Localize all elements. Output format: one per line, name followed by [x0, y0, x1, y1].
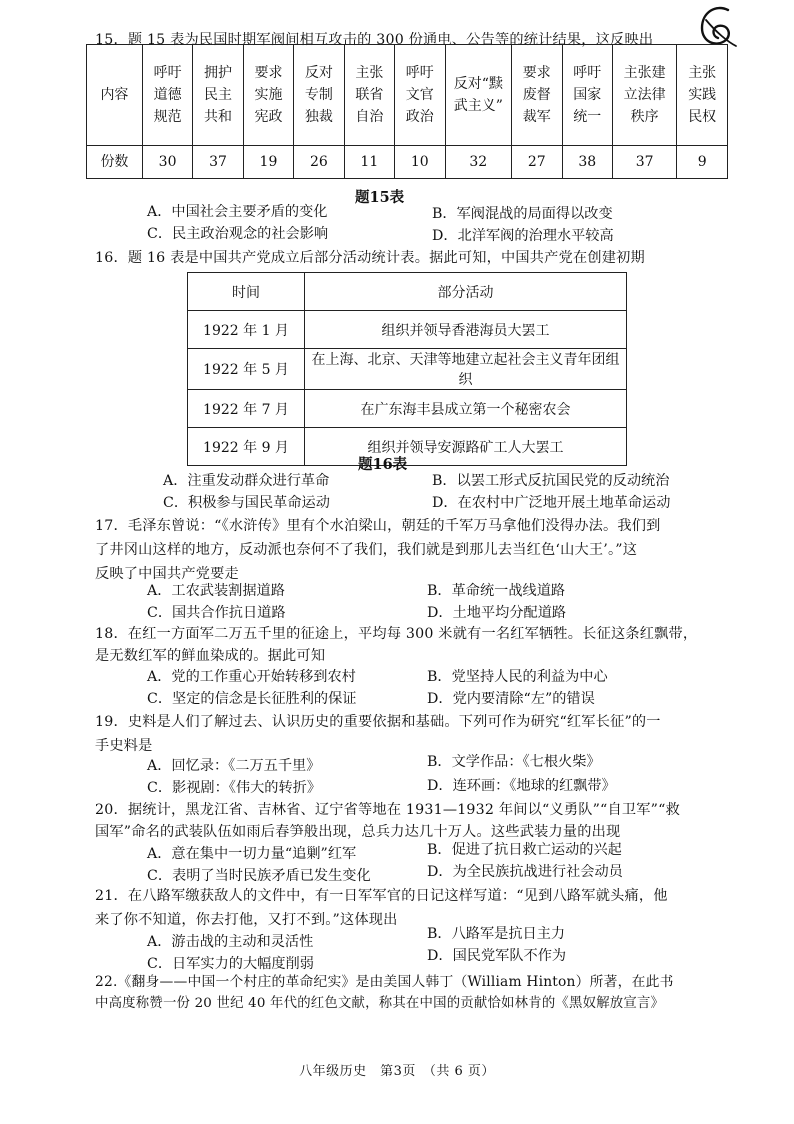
q16-option-b[interactable]: B．以罢工形式反抗国民党的反动统治 — [432, 473, 670, 489]
q15-count-cell: 27 — [512, 146, 562, 179]
q15-header-cell: 呼吁国家统一 — [573, 65, 602, 125]
q20-option-c[interactable]: C．表明了当时民族矛盾已发生变化 — [147, 868, 371, 884]
q17-option-a[interactable]: A．工农武装割据道路 — [147, 583, 285, 599]
q16-time-cell: 1922 年 7 月 — [188, 390, 305, 428]
q20-option-b[interactable]: B．促进了抗日救亡运动的兴起 — [427, 842, 622, 858]
q15-header-cell: 呼吁文官政治 — [405, 65, 434, 125]
q15-option-c[interactable]: C．民主政治观念的社会影响 — [147, 226, 329, 242]
q15-count-cell: 19 — [243, 146, 293, 179]
q18-option-a[interactable]: A．党的工作重心开始转移到农村 — [147, 669, 356, 685]
q21-option-d[interactable]: D．国民党军队不作为 — [427, 948, 567, 964]
q19-stem-line: 19．史料是人们了解过去、认识历史的重要依据和基础。下列可作为研究“红军长征”的一 — [95, 714, 661, 730]
q15-table-header-row — [87, 45, 728, 146]
q15-count-cell: 37 — [612, 146, 676, 179]
q15-option-d[interactable]: D．北洋军阀的治理水平较高 — [432, 228, 614, 244]
q21-option-a[interactable]: A．游击战的主动和灵活性 — [147, 934, 314, 950]
q22-stem-line: 22.《翻身——中国一个村庄的革命纪实》是由美国人韩丁（William Hinton）所著，在此书 — [95, 974, 674, 990]
table-row — [188, 390, 627, 428]
q21-option-b[interactable]: B．八路军是抗日主力 — [427, 926, 566, 942]
q16-stem: 16．题 16 表是中国共产党成立后部分活动统计表。据此可知，中国共产党在创建初期 — [95, 250, 645, 266]
q15-header-cell: 要求实施宪政 — [254, 65, 283, 125]
q17-option-b[interactable]: B．革命统一战线道路 — [427, 583, 566, 599]
page-footer: 八年级历史 第3页 （共 6 页） — [299, 1064, 495, 1079]
q15-count-cell: 38 — [562, 146, 612, 179]
q17-stem-line: 了井冈山这样的地方，反动派也奈何不了我们，我们就是到那儿去当红色‘山大王’。”这 — [95, 542, 638, 558]
q15-count-cell: 30 — [142, 146, 192, 179]
q16-option-d[interactable]: D．在农村中广泛地开展土地革命运动 — [432, 495, 671, 511]
q15-option-a[interactable]: A．中国社会主要矛盾的变化 — [147, 204, 328, 220]
q18-stem-line: 是无数红军的鲜血染成的。据此可知 — [95, 648, 326, 664]
q20-option-a[interactable]: A．意在集中一切力量“追剿”红军 — [147, 846, 357, 862]
q16-option-a[interactable]: A．注重发动群众进行革命 — [163, 473, 330, 489]
q15-count-cell: 10 — [395, 146, 445, 179]
q16-caption: 题16表 — [358, 456, 408, 473]
q19-stem-line: 手史料是 — [95, 738, 153, 754]
q15-header-cell: 内容 — [87, 45, 143, 146]
q21-stem-line: 21．在八路军缴获敌人的文件中，有一日军军官的日记这样写道：“见到八路军就头痛，他 — [95, 888, 668, 904]
q17-option-c[interactable]: C．国共合作抗日道路 — [147, 605, 286, 621]
q16-time-cell: 1922 年 5 月 — [188, 349, 305, 390]
q16-option-c[interactable]: C．积极参与国民革命运动 — [163, 495, 330, 511]
q16-activity-cell: 在上海、北京、天津等地建立起社会主义青年团组织 — [305, 349, 627, 390]
q21-stem-line: 来了你不知道，你去打他，又打不到。”这体现出 — [95, 912, 398, 928]
table-row — [188, 311, 627, 349]
q20-stem-line: 20．据统计，黑龙江省、吉林省、辽宁省等地在 1931—1932 年间以“义勇队”“自卫军”“救 — [95, 802, 680, 818]
q16-activity-cell: 组织并领导安源路矿工人大罢工 — [305, 428, 627, 466]
q15-header-cell: 主张联省自治 — [355, 65, 384, 125]
q22-stem-line: 中高度称赞一份 20 世纪 40 年代的红色文献，称其在中国的贡献恰如林肯的《黑奴解放宣言》 — [95, 996, 665, 1011]
q15-table-count-row — [87, 146, 728, 179]
q15-header-cell: 主张建立法律秩序 — [623, 65, 666, 125]
q19-option-a[interactable]: A．回忆录：《二万五千里》 — [147, 758, 321, 774]
q16-header-cell: 时间 — [188, 273, 305, 311]
q15-count-cell: 26 — [294, 146, 344, 179]
q15-table — [86, 44, 728, 179]
q15-header-cell: 反对专制独裁 — [304, 65, 333, 125]
q20-stem-line: 国军”命名的武装队伍如雨后春笋般出现，总兵力达几十万人。这些武装力量的出现 — [95, 824, 621, 840]
q15-row-label: 份数 — [87, 146, 143, 179]
q17-stem-line: 17．毛泽东曾说：“《水浒传》里有个水泊梁山，朝廷的千军万马拿他们没得办法。我们到 — [95, 518, 661, 534]
q16-table-header-row — [188, 273, 627, 311]
q15-option-b[interactable]: B．军阀混战的局面得以改变 — [432, 206, 613, 222]
q18-option-b[interactable]: B．党坚持人民的利益为中心 — [427, 669, 608, 685]
q21-option-c[interactable]: C．日军实力的大幅度削弱 — [147, 956, 314, 972]
q15-stem: 15．题 15 表为民国时期军阀间相互攻击的 300 份通电、公告等的统计结果，这反映出 — [95, 32, 654, 48]
q15-header-cell: 拥护民主共和 — [204, 65, 233, 125]
q15-header-cell: 要求废督裁军 — [522, 65, 551, 125]
q18-option-c[interactable]: C．坚定的信念是长征胜利的保证 — [147, 691, 357, 707]
q15-count-cell: 9 — [677, 146, 728, 179]
q15-count-cell: 11 — [344, 146, 394, 179]
q19-option-d[interactable]: D．连环画：《地球的红飘带》 — [427, 778, 616, 794]
q17-stem-line: 反映了中国共产党要走 — [95, 566, 239, 582]
q16-time-cell: 1922 年 1 月 — [188, 311, 305, 349]
q15-header-cell: 呼吁道德规范 — [153, 65, 182, 125]
q16-time-cell: 1922 年 9 月 — [188, 428, 305, 466]
q18-stem-line: 18．在红一方面军二万五千里的征途上，平均每 300 米就有一名红军牺牲。长征这条红飘带， — [95, 626, 698, 642]
q16-activity-cell: 在广东海丰县成立第一个秘密农会 — [305, 390, 627, 428]
q15-header-cell: 反对“黩武主义” — [453, 76, 503, 114]
q16-header-cell: 部分活动 — [305, 273, 627, 311]
q16-table — [187, 272, 627, 466]
q19-option-b[interactable]: B．文学作品：《七根火柴》 — [427, 754, 601, 770]
table-row — [188, 349, 627, 390]
q15-header-cell: 主张实践民权 — [688, 65, 717, 125]
q16-activity-cell: 组织并领导香港海员大罢工 — [305, 311, 627, 349]
q15-caption: 题15表 — [355, 189, 405, 206]
q19-option-c[interactable]: C．影视剧：《伟大的转折》 — [147, 780, 322, 796]
q20-option-d[interactable]: D．为全民族抗战进行社会动员 — [427, 864, 623, 880]
q15-count-cell: 32 — [445, 146, 512, 179]
q17-option-d[interactable]: D．土地平均分配道路 — [427, 605, 567, 621]
q15-count-cell: 37 — [193, 146, 243, 179]
q18-option-d[interactable]: D．党内要清除“左”的错误 — [427, 691, 595, 707]
